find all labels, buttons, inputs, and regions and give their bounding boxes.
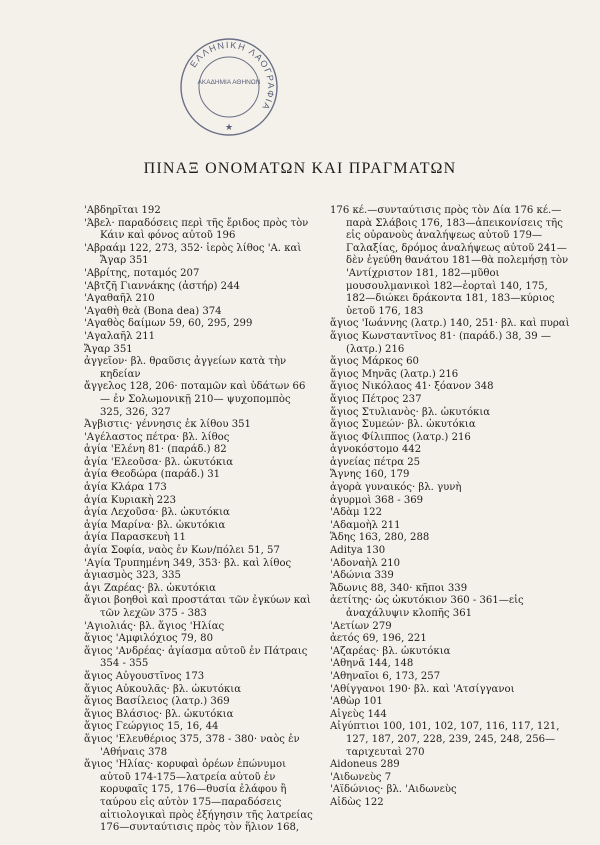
index-entry: ἀγορὰ γυναικός· βλ. γυνὴ: [330, 482, 462, 494]
index-entry: 'Αζαρέας· βλ. ὠκυτόκια: [330, 645, 451, 657]
index-entry: Ἄγαρ 351: [84, 343, 133, 355]
index-entry: 'Αγαθὴ θεὰ (Bona dea) 374: [84, 305, 222, 317]
index-entry: ἅγιος Μηνᾶς (λατρ.) 216: [330, 368, 459, 380]
index-entry: ἁγία Σοφία, ναὸς ἐν Κων/πόλει 51, 57: [84, 545, 280, 557]
index-entry: ἅγιος Γεώργιος 15, 16, 44: [84, 721, 219, 733]
index-entry: ἁγία Κλάρα 173: [84, 482, 167, 494]
index-entry: Ἅδης 163, 280, 288: [330, 532, 430, 544]
index-entry: ἁγία Λεχοῦσα· βλ. ὠκυτόκια: [84, 507, 230, 519]
stamp-center-text: ΑΚΑΔΗΜΙΑ ΑΘΗΝΩΝ: [197, 79, 261, 86]
index-entry: ἁγιασμὸς 323, 335: [84, 570, 181, 582]
index-entry: 'Αιδωνεὺς 7: [330, 771, 392, 783]
stamp-inner-ring: [199, 57, 259, 117]
index-entry: ἀγγεῖον· βλ. θραῦσις ἀγγείων κατὰ τὴν κηδείαν: [84, 356, 287, 380]
index-entry: Ἄγνης 160, 179: [330, 469, 410, 481]
index-entry: 'Αϊδώνιος· βλ. 'Αιδωνεὺς: [330, 784, 457, 796]
index-entry: 'Αδώνια 339: [330, 570, 394, 582]
index-entry: Ἄδωνις 88, 340· κῆποι 339: [330, 582, 468, 594]
index-entry: ἅγιος 'Ελευθέριος 375, 378 - 380· ναὸς ἐν 'Αθήναις 378: [84, 733, 300, 758]
index-entry: ἅγιος 'Ιωάννης (λατρ.) 140, 251· βλ. καὶ πυραὶ: [330, 318, 570, 330]
index-entry: Aditya 130: [330, 545, 386, 557]
index-entry: ἅγιος Αὐκουλᾶς· βλ. ὠκυτόκια: [84, 683, 242, 695]
index-entry: Αἰγεὺς 144: [330, 708, 387, 720]
index-entry: 'Αθηνᾶ 144, 148: [330, 658, 414, 670]
index-entry: 'Αγία Τρυπημένη 349, 353· βλ. καὶ λίθος: [84, 557, 292, 569]
index-entry: Αἰγύπτιοι 100, 101, 102, 107, 116, 117, 121, 127, 187, 207, 228, 239, 245, 248, 256—ταριχευταὶ 270: [330, 721, 560, 758]
index-entry: ἅγιος Συμεών· βλ. ὠκυτόκια: [330, 419, 476, 431]
index-entry: ἅγιος Πέτρος 237: [330, 393, 422, 405]
index-entry: 'Αδοναὴλ 210: [330, 557, 401, 569]
stamp-star-icon: ★: [224, 123, 234, 133]
index-entry: Αἰδὼς 122: [330, 796, 384, 808]
stamp-ring-text: ΕΛΛΗΝΙΚΗ ΛΑΟΓΡΑΦΙΑ: [188, 39, 277, 113]
index-entry: 'Αδαμοὴλ 211: [330, 519, 401, 531]
index-entry: ἀετίτης· ὡς ὠκυτόκιον 360 - 361—εἰς ἀναχάλυψιν κλοπῆς 361: [330, 595, 524, 619]
index-entry: 'Αγαθὸς δαίμων 59, 60, 295, 299: [84, 318, 253, 330]
index-entry: ἅγιος Νικόλαος 41· ξόανον 348: [330, 381, 494, 393]
index-entry: 'Αβρίτης, ποταμός 207: [84, 267, 200, 279]
index-entry: ἅγιος 'Ανδρέας· ἁγίασμα αὐτοῦ ἐν Πάτραις 354 - 355: [84, 645, 308, 670]
index-entry: 'Αθίγγανοι 190· βλ. καὶ 'Ατσίγγανοι: [330, 683, 515, 695]
index-entry: ἁγία 'Ελένη 81· (παράδ.) 82: [84, 444, 227, 456]
index-entry: 'Αβδηρῖται 192: [84, 205, 161, 216]
stamp-outer-ring: [181, 39, 277, 135]
index-entry: ἁγία Παρασκευὴ 11: [84, 532, 186, 544]
index-entry: ἁγία 'Ελεοῦσα· βλ. ὠκυτόκια: [84, 456, 234, 468]
index-entry: 'Αγέλαστος πέτρα· βλ. λίθος: [84, 431, 230, 443]
index-entry: 'Αβτζῆ Γιαννάκης (ἀστήρ) 244: [84, 280, 240, 292]
index-entry: 'Αθηναῖοι 6, 173, 257: [330, 670, 441, 682]
index-column-left: [84, 205, 316, 835]
index-entry: ἅγιος Στυλιανὸς· βλ. ὠκυτόκια: [330, 406, 491, 418]
index-entry: 'Αγαθαῆλ 210: [84, 293, 155, 305]
index-entry: 'Αβραάμ 122, 273, 352· ἱερὸς λίθος 'Α. καὶ Ἄγαρ 351: [84, 242, 302, 267]
index-entry: ἅγιος Κωνσταντῖνος 81· (παράδ.) 38, 39 — (λατρ.) 216: [330, 330, 551, 355]
index-entry: ἅγιοι βοηθοὶ καὶ προστάται τῶν ἐγκύων καὶ τῶν λεχῶν 375 - 383: [84, 595, 311, 619]
index-entry: 'Άβελ· παραδόσεις περὶ τῆς ἔριδος πρὸς τὸν Κάιν καὶ φόνος αὐτοῦ 196: [84, 217, 309, 242]
index-entry: 176 κέ.—συνταύτισις πρὸς τὸν Δία 176 κέ.—παρὰ Σλάβοις 176, 183—ἀπεικονίσεις τῆς εἰς οὐρανοὺς ἀναλήψεως αὐτοῦ 179—Γαλαξίας, δρόμος ἀναλήψεως αὐτοῦ 241—δὲν ἐγεύθη θανάτου 181—θὰ πολεμήσῃ τὸν 'Αντίχριστον 181, 182—μῦθοι μουσουλμανικοὶ 182—ἑορταὶ 140, 175, 182—διώκει δράκοντα 181, 183—κύριος ὑετοῦ 176, 183: [330, 205, 569, 317]
index-entry: ἅγιος 'Αμφιλόχιος 79, 80: [84, 633, 213, 645]
page-title: ΠΙΝΑΞ ΟΝΟΜΑΤΩΝ ΚΑΙ ΠΡΑΓΜΑΤΩΝ: [143, 160, 457, 177]
index-entry: ἅγιος Αὐγουστῖνος 173: [84, 670, 205, 682]
index-entry: Aidoneus 289: [330, 759, 400, 771]
index-entry: ἁγνοκόστομο 442: [330, 444, 422, 456]
index-entry: ἅγιος Βασίλειος (λατρ.) 369: [84, 696, 230, 708]
index-entry: Ἀγβιστις· γέννησις ἐκ λίθου 351: [84, 419, 251, 431]
index-entry: ἁγι Ζαρέας· βλ. ὠκυτόκια: [84, 582, 216, 594]
index-entry: ἄγγελος 128, 206· ποταμῶν καὶ ὑδάτων 66 — ἐν Σολωμονικῇ 210— ψυχοπομπὸς 325, 326, 327: [84, 381, 306, 418]
index-entry: 'Αθὼρ 101: [330, 696, 383, 708]
index-entry: ἁγνείας πέτρα 25: [330, 456, 421, 468]
index-entry: ἅγιος Φίλιππος (λατρ.) 216: [330, 431, 471, 443]
index-column-right: [330, 205, 570, 810]
index-entry: ἀγυρμοὶ 368 - 369: [330, 494, 424, 506]
index-entry: ἅγιος 'Ηλίας· κορυφαὶ ὀρέων ἐπώνυμοι αὐτοῦ 174-175—λατρεία αὐτοῦ ἐν κορυφαῖς 175, 176—θυσία ἐλάφου ἢ ταύρου εἰς αὐτὸν 175—παραδόσεις αἰτιολογικαὶ πρὸς ἐξήγησιν τῆς λατρείας 176—συνταύτισις πρὸς τὸν ἥλιον 168,: [84, 759, 313, 834]
index-entry: 'Αγιολιάς· βλ. ἅγιος 'Ηλίας: [84, 620, 225, 632]
index-entry: ἁγία Μαρίνα· βλ. ὠκυτόκια: [84, 519, 226, 531]
index-entry: 'Αγαλαῆλ 211: [84, 330, 156, 342]
index-entry: 'Αδὰμ 122: [330, 507, 382, 519]
index-entry: ἅγιος Βλάσιος· βλ. ὠκυτόκια: [84, 708, 234, 720]
index-entry: ἅγιος Μάρκος 60: [330, 356, 419, 368]
index-entry: 'Αετίων 279: [330, 620, 392, 632]
index-entry: ἁγία Κυριακὴ 223: [84, 494, 177, 506]
index-entry: ἀετός 69, 196, 221: [330, 633, 427, 645]
library-stamp: [178, 36, 280, 138]
index-entry: ἁγία Θεοδώρα (παράδ.) 31: [84, 469, 221, 481]
